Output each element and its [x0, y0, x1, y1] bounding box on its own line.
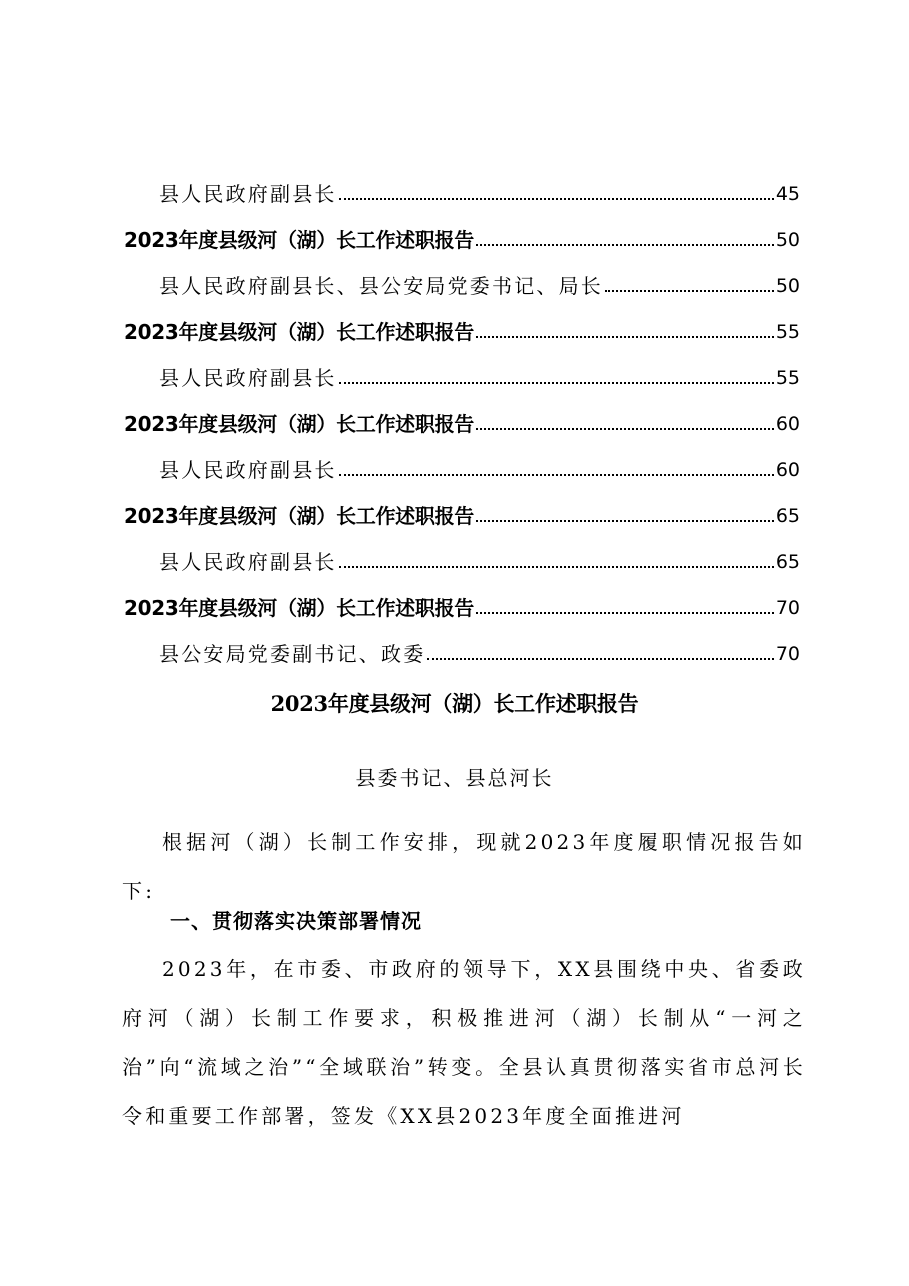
report-author: 县委书记、县总河长	[355, 766, 554, 790]
toc-entry[interactable]	[124, 206, 800, 252]
toc-entry-page-number: 55	[775, 367, 800, 389]
toc-entry-page-number: 45	[775, 183, 800, 205]
toc-entry-label: 县人民政府副县长	[159, 458, 337, 482]
toc-entry-label: 2023年度县级河（湖）长工作述职报告	[124, 412, 474, 436]
toc-leader-dots	[476, 428, 774, 430]
toc-leader-dots	[476, 520, 774, 522]
toc-leader-dots	[339, 198, 774, 200]
toc-entry-page-number: 60	[775, 459, 800, 481]
toc-leader-dots	[476, 336, 774, 338]
toc-leader-dots	[476, 244, 774, 246]
toc-entry-page-number: 70	[775, 643, 800, 665]
toc-entry-label: 县人民政府副县长	[159, 182, 337, 206]
toc-entry-page-number: 60	[775, 413, 800, 435]
toc-entry[interactable]	[124, 528, 800, 574]
table-of-contents	[124, 160, 800, 666]
toc-entry[interactable]	[124, 436, 800, 482]
toc-leader-dots	[339, 474, 774, 476]
toc-entry[interactable]	[124, 344, 800, 390]
toc-entry-label: 县公安局党委副书记、政委	[159, 642, 426, 666]
toc-entry[interactable]	[124, 574, 800, 620]
toc-entry[interactable]	[124, 482, 800, 528]
toc-entry-page-number: 70	[775, 597, 800, 619]
toc-entry[interactable]	[124, 390, 800, 436]
toc-entry-page-number: 65	[775, 551, 800, 573]
toc-entry[interactable]	[124, 620, 800, 666]
toc-leader-dots	[339, 382, 774, 384]
toc-entry[interactable]	[124, 160, 800, 206]
toc-leader-dots	[476, 612, 774, 614]
toc-entry-label: 县人民政府副县长、县公安局党委书记、局长	[159, 274, 603, 298]
toc-entry-label: 2023年度县级河（湖）长工作述职报告	[124, 504, 474, 528]
report-title: 2023年度县级河（湖）长工作述职报告	[270, 691, 639, 716]
toc-leader-dots	[605, 290, 774, 292]
toc-entry-label: 2023年度县级河（湖）长工作述职报告	[124, 596, 474, 620]
section-heading: 一、贯彻落实决策部署情况	[170, 909, 422, 933]
toc-entry[interactable]	[124, 298, 800, 344]
toc-entry-label: 县人民政府副县长	[159, 366, 337, 390]
toc-entry-page-number: 50	[775, 229, 800, 251]
toc-leader-dots	[427, 658, 773, 660]
toc-entry-label: 2023年度县级河（湖）长工作述职报告	[124, 228, 474, 252]
section-paragraph: 2023年，在市委、市政府的领导下，XX县围绕中央、省委政府河（湖）长制工作要求，积极推进河（湖）长制从“一河之治”向“流域之治”“全域联治”转变。全县认真贯彻落实省市总河长令和重要工作部署，签发《XX县2023年度全面推进河	[122, 957, 806, 1128]
toc-entry-label: 2023年度县级河（湖）长工作述职报告	[124, 320, 474, 344]
toc-entry-page-number: 65	[775, 505, 800, 527]
intro-paragraph: 根据河（湖）长制工作安排，现就2023年度履职情况报告如下:	[122, 830, 806, 903]
toc-entry-page-number: 55	[775, 321, 800, 343]
toc-entry-label: 县人民政府副县长	[159, 550, 337, 574]
toc-leader-dots	[339, 566, 774, 568]
toc-entry-page-number: 50	[775, 275, 800, 297]
toc-entry[interactable]	[124, 252, 800, 298]
